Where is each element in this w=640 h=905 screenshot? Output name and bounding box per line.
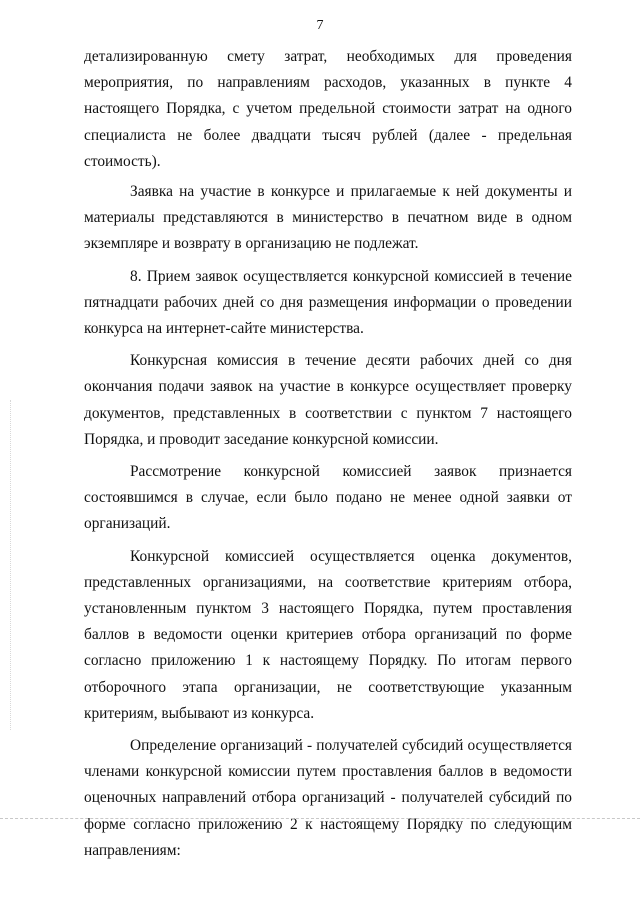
scan-artifact-edge [10, 400, 12, 730]
paragraph-recipient-selection: Определение организаций - получателей субсидий осуществляется членами конкурсной комиссии путем проставления баллов в ведомости оценочных направлений отбора организаций - получателей субсидий по форме согласно приложению 2 к настоящему Порядку по следующим направлениям: [84, 737, 572, 859]
paragraph-estimate: детализированную смету затрат, необходимых для проведения мероприятия, по направлениям расходов, указанных в пункте 4 настоящего Порядка, с учетом предельной стоимости затрат на одного специалиста не более двадцати тысяч рублей (далее - предельная стоимость). [84, 48, 572, 170]
paragraph-application-submission: Заявка на участие в конкурсе и прилагаемые к ней документы и материалы представляются в министерство в печатном виде в одном экземпляре и возврату в организацию не подлежат. [84, 183, 572, 253]
page-number: 7 [316, 18, 324, 33]
paragraph-review-valid: Рассмотрение конкурсной комиссией заявок признается состоявшимся в случае, если было подано не менее одной заявки от организаций. [84, 463, 572, 533]
paragraph-commission-review: Конкурсная комиссия в течение десяти рабочих дней со дня окончания подачи заявок на участие в конкурсе осуществляет проверку документов, представленных в соответствии с пунктом 7 настоящего Порядка, и проводит заседание конкурсной комиссии. [84, 352, 572, 448]
document-body [84, 44, 572, 868]
paragraph-item-8: 8. Прием заявок осуществляется конкурсной комиссией в течение пятнадцати рабочих дней со дня размещения информации о проведении конкурса на интернет-сайте министерства. [84, 267, 572, 338]
paragraph-document-assessment: Конкурсной комиссией осуществляется оценка документов, представленных организациями, на соответствие критериям отбора, установленным пунктом 3 настоящего Порядка, путем проставления баллов в ведомости оценки критериев отбора организаций по форме согласно приложению 1 к настоящему Порядку. По итогам первого отборочного этапа организации, не соответствующие указанным критериям, выбывают из конкурса. [84, 547, 572, 722]
scan-artifact-line [0, 818, 640, 819]
